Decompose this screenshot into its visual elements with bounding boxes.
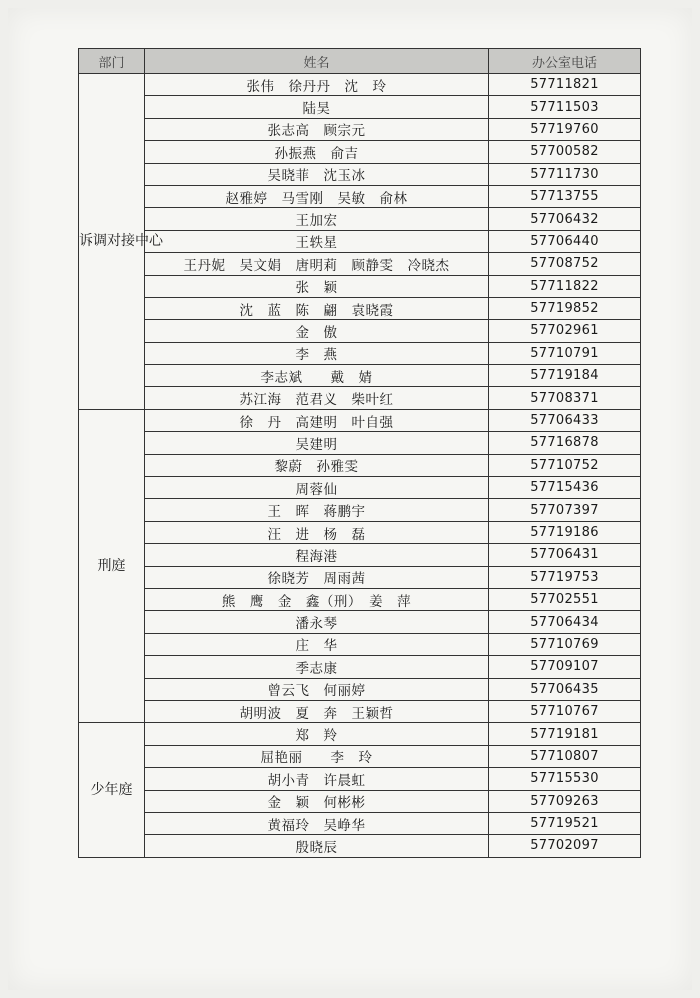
staff-names-cell: 王轶星 [145, 230, 489, 252]
staff-names-cell: 沈 蓝 陈 翩 袁晓霞 [145, 297, 489, 319]
table-row [79, 477, 641, 499]
office-phone-cell: 57706440 [489, 230, 641, 252]
office-phone-cell: 57715530 [489, 768, 641, 790]
table-row [79, 835, 641, 857]
office-phone-cell: 57709263 [489, 790, 641, 812]
office-phone-cell: 57702961 [489, 320, 641, 342]
office-phone-cell: 57708371 [489, 387, 641, 409]
staff-names-cell: 曾云飞 何丽婷 [145, 678, 489, 700]
staff-names-cell: 周蓉仙 [145, 477, 489, 499]
table-row [79, 768, 641, 790]
table-row [79, 118, 641, 140]
office-phone-cell: 57706435 [489, 678, 641, 700]
table-row [79, 74, 641, 96]
office-phone-cell: 57711821 [489, 74, 641, 96]
table-row [79, 588, 641, 610]
table-row [79, 812, 641, 834]
department-cell: 少年庭 [79, 723, 145, 857]
staff-names-cell: 程海港 [145, 544, 489, 566]
office-phone-cell: 57702551 [489, 588, 641, 610]
table-row [79, 365, 641, 387]
table-row [79, 499, 641, 521]
office-phone-cell: 57711822 [489, 275, 641, 297]
table-row [79, 297, 641, 319]
staff-names-cell: 王丹妮 吴文娟 唐明莉 顾静雯 冷晓杰 [145, 253, 489, 275]
staff-names-cell: 吴晓菲 沈玉冰 [145, 163, 489, 185]
table-row [79, 700, 641, 722]
table-row [79, 633, 641, 655]
staff-names-cell: 潘永琴 [145, 611, 489, 633]
office-phone-cell: 57706434 [489, 611, 641, 633]
phone-directory-table [78, 48, 641, 858]
staff-names-cell: 黎蔚 孙雅雯 [145, 454, 489, 476]
table-row [79, 745, 641, 767]
office-phone-cell: 57715436 [489, 477, 641, 499]
staff-names-cell: 李志斌 戴 婧 [145, 365, 489, 387]
office-phone-cell: 57706433 [489, 409, 641, 431]
office-phone-cell: 57719186 [489, 521, 641, 543]
department-cell: 诉调对接中心 [79, 74, 145, 410]
staff-names-cell: 胡小青 许晨虹 [145, 768, 489, 790]
table-row [79, 656, 641, 678]
office-phone-cell: 57710752 [489, 454, 641, 476]
staff-names-cell: 张伟 徐丹丹 沈 玲 [145, 74, 489, 96]
table-row [79, 387, 641, 409]
staff-names-cell: 郑 羚 [145, 723, 489, 745]
staff-names-cell: 张 颖 [145, 275, 489, 297]
table-row [79, 163, 641, 185]
department-cell: 刑庭 [79, 409, 145, 722]
table-row [79, 253, 641, 275]
table-row [79, 521, 641, 543]
phone-column-header: 办公室电话 [489, 49, 641, 74]
staff-names-cell: 李 燕 [145, 342, 489, 364]
staff-names-cell: 庄 华 [145, 633, 489, 655]
table-row [79, 611, 641, 633]
office-phone-cell: 57702097 [489, 835, 641, 857]
staff-names-cell: 徐晓芳 周雨茜 [145, 566, 489, 588]
table-header-row [79, 49, 641, 74]
staff-names-cell: 熊 鹰 金 鑫（刑） 姜 萍 [145, 588, 489, 610]
table-row [79, 544, 641, 566]
table-row [79, 275, 641, 297]
staff-names-cell: 胡明波 夏 奔 王颖哲 [145, 700, 489, 722]
staff-names-cell: 殷晓辰 [145, 835, 489, 857]
table-row [79, 208, 641, 230]
office-phone-cell: 57710767 [489, 700, 641, 722]
table-row [79, 96, 641, 118]
table-row [79, 790, 641, 812]
office-phone-cell: 57716878 [489, 432, 641, 454]
dept-column-header: 部门 [79, 49, 145, 74]
office-phone-cell: 57710807 [489, 745, 641, 767]
staff-names-cell: 屈艳丽 李 玲 [145, 745, 489, 767]
table-row [79, 432, 641, 454]
office-phone-cell: 57719521 [489, 812, 641, 834]
table-row [79, 723, 641, 745]
staff-names-cell: 王 晖 蒋鹏宇 [145, 499, 489, 521]
office-phone-cell: 57710769 [489, 633, 641, 655]
scanned-page [8, 8, 692, 990]
staff-names-cell: 张志高 顾宗元 [145, 118, 489, 140]
staff-names-cell: 季志康 [145, 656, 489, 678]
staff-names-cell: 金 傲 [145, 320, 489, 342]
staff-names-cell: 苏江海 范君义 柴叶红 [145, 387, 489, 409]
staff-names-cell: 金 颖 何彬彬 [145, 790, 489, 812]
office-phone-cell: 57719852 [489, 297, 641, 319]
office-phone-cell: 57709107 [489, 656, 641, 678]
table-row [79, 678, 641, 700]
office-phone-cell: 57711730 [489, 163, 641, 185]
office-phone-cell: 57713755 [489, 185, 641, 207]
table-row [79, 454, 641, 476]
table-row [79, 185, 641, 207]
office-phone-cell: 57700582 [489, 141, 641, 163]
office-phone-cell: 57706431 [489, 544, 641, 566]
office-phone-cell: 57711503 [489, 96, 641, 118]
staff-names-cell: 陆昊 [145, 96, 489, 118]
staff-names-cell: 孙振燕 俞吉 [145, 141, 489, 163]
office-phone-cell: 57708752 [489, 253, 641, 275]
staff-names-cell: 黄福玲 吴峥华 [145, 812, 489, 834]
office-phone-cell: 57719181 [489, 723, 641, 745]
office-phone-cell: 57719760 [489, 118, 641, 140]
table-row [79, 342, 641, 364]
table-row [79, 409, 641, 431]
office-phone-cell: 57719753 [489, 566, 641, 588]
staff-names-cell: 徐 丹 高建明 叶自强 [145, 409, 489, 431]
staff-names-cell: 汪 进 杨 磊 [145, 521, 489, 543]
office-phone-cell: 57707397 [489, 499, 641, 521]
office-phone-cell: 57719184 [489, 365, 641, 387]
office-phone-cell: 57706432 [489, 208, 641, 230]
office-phone-cell: 57710791 [489, 342, 641, 364]
staff-names-cell: 赵雅婷 马雪刚 吴敏 俞林 [145, 185, 489, 207]
table-row [79, 566, 641, 588]
staff-names-cell: 吴建明 [145, 432, 489, 454]
staff-names-cell: 王加宏 [145, 208, 489, 230]
table-row [79, 141, 641, 163]
name-column-header: 姓名 [145, 49, 489, 74]
table-row [79, 320, 641, 342]
